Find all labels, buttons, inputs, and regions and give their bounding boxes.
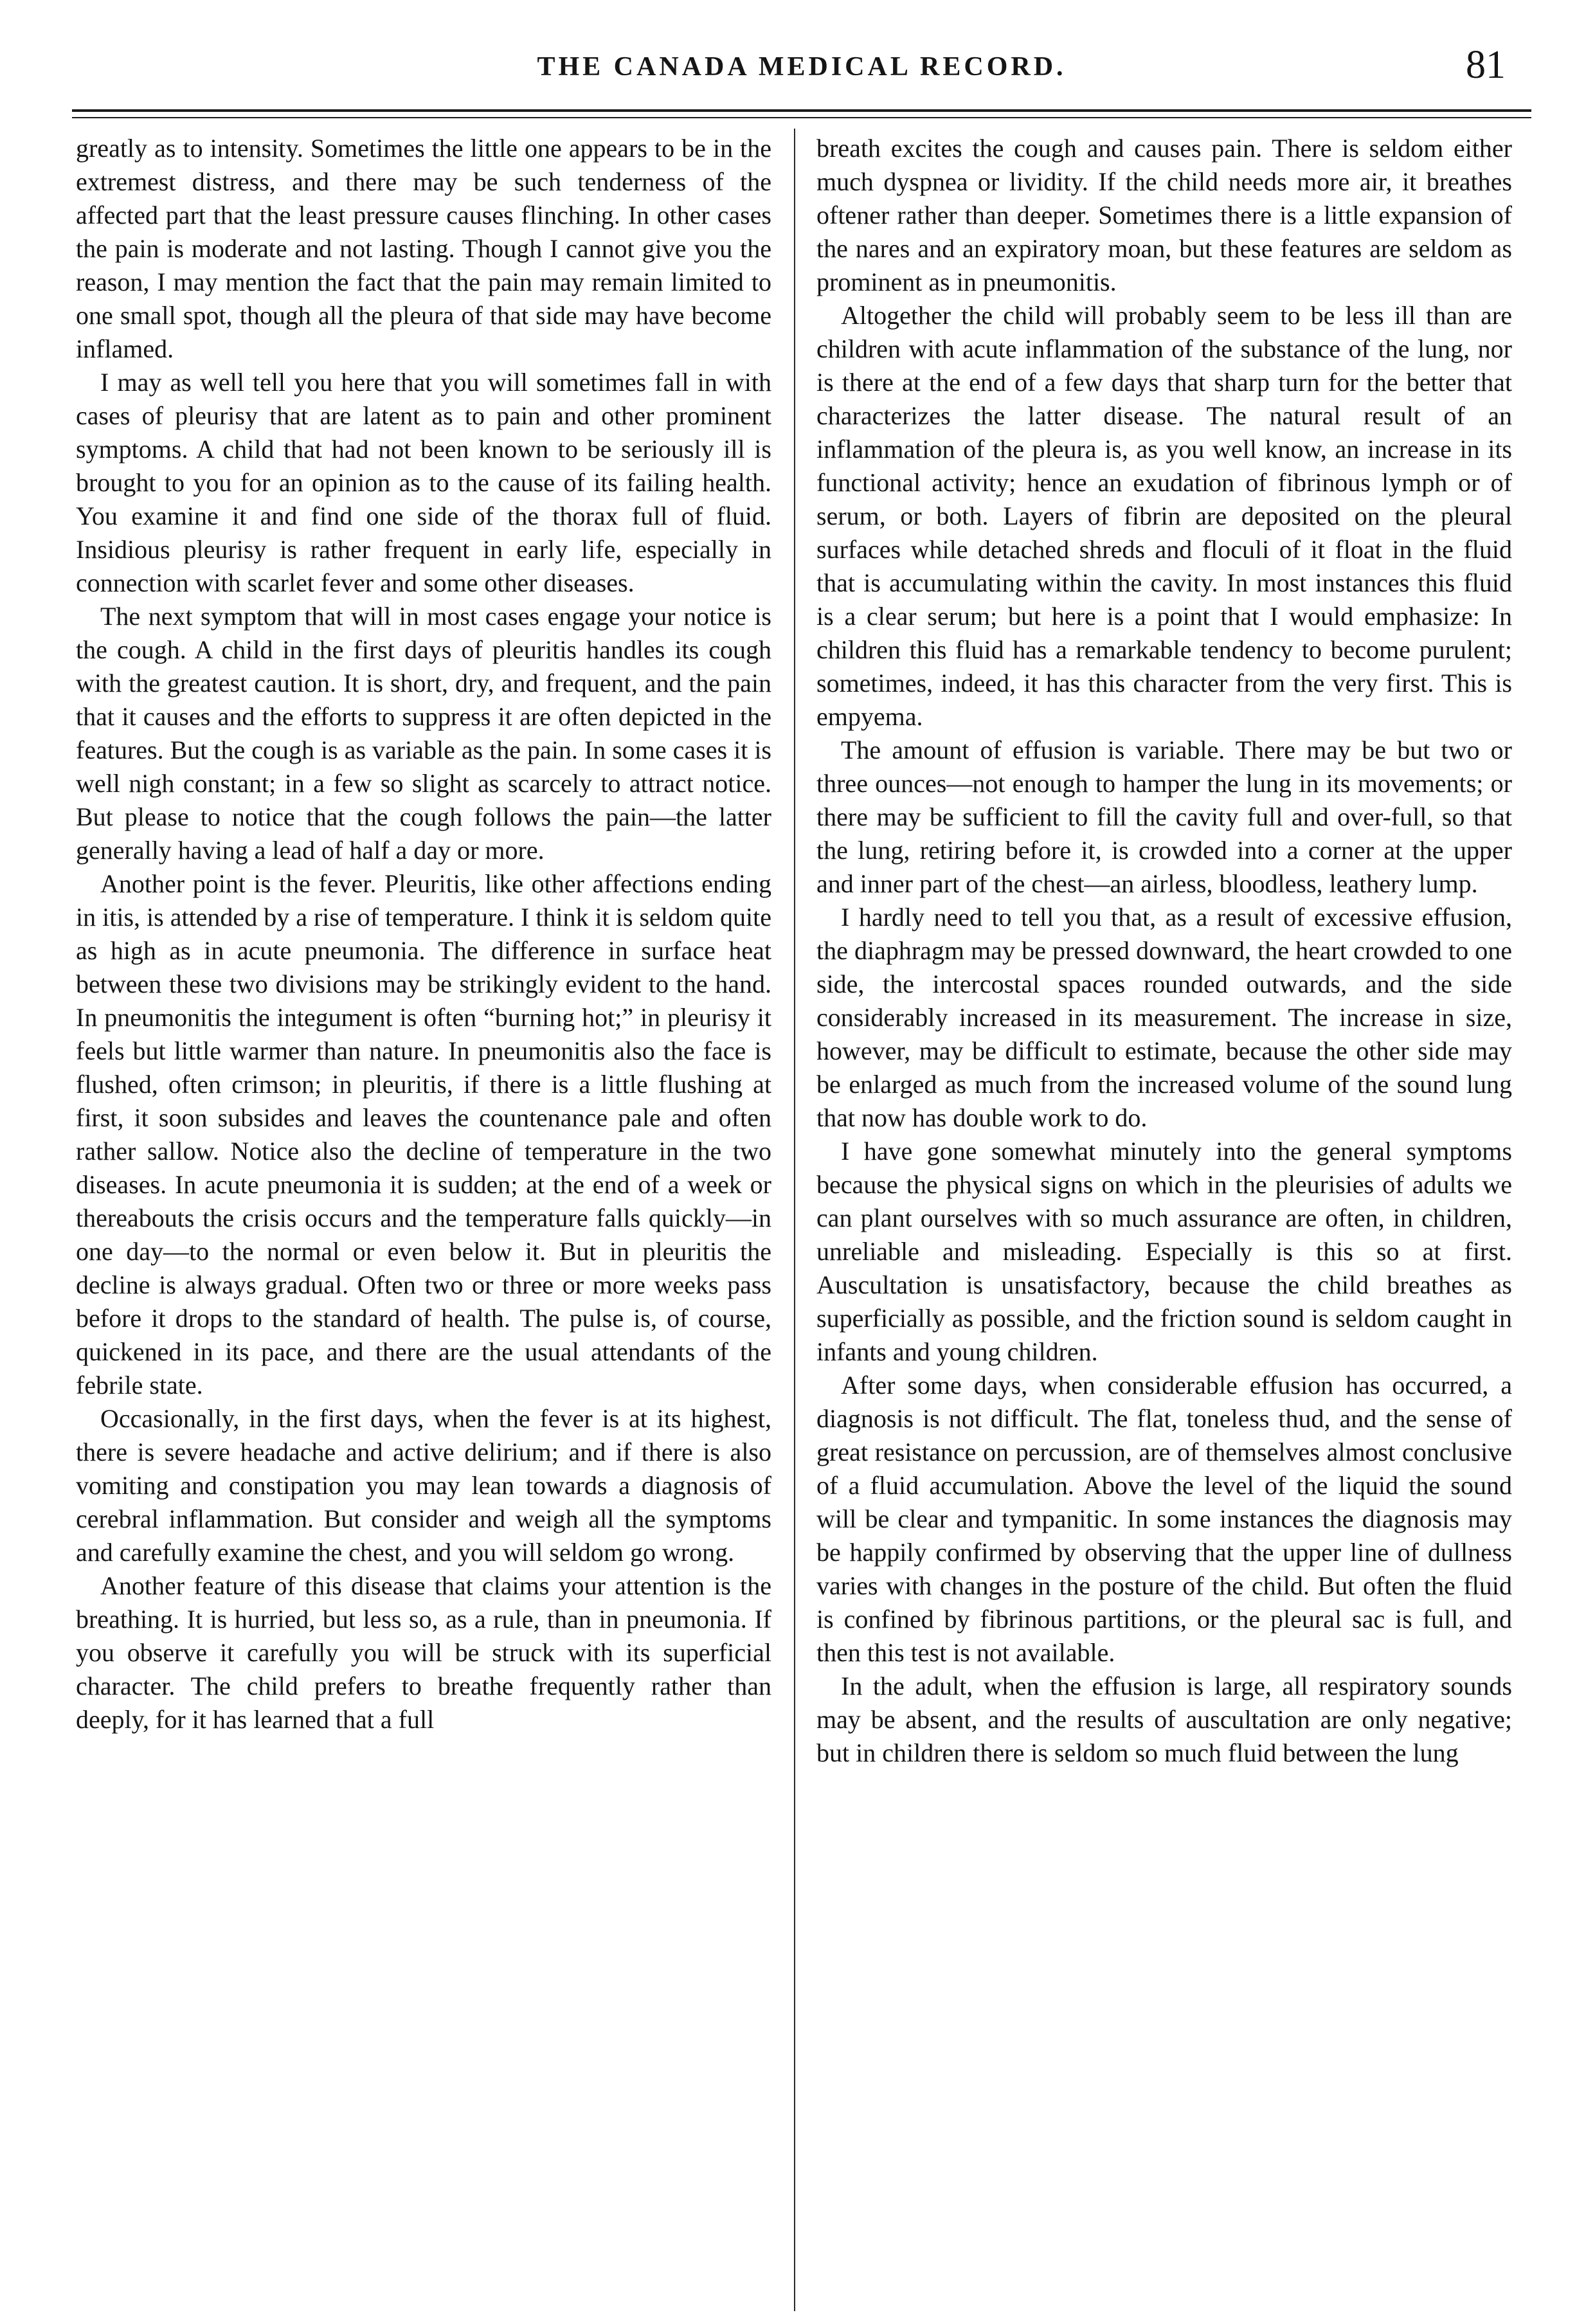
paragraph: I may as well tell you here that you will sometimes fall in with cases of pleurisy that are latent as to pain and other prominent symptoms. A child that had not been known to be seriously ill is brought to you for an opinion as to the cause of its failing health. You examine it and find one side of the thorax full of fluid. Insidious pleurisy is rather frequent in early life, especially in connection with scarlet fever and some other diseases. xyxy=(76,368,771,597)
right-column xyxy=(816,132,1512,2311)
paragraph: After some days, when considerable effusion has occurred, a diagnosis is not difficult. The flat, toneless thud, and the sense of great resistance on percussion, are of themselves almost conclusive of a fluid accumulation. Above the level of the liquid the sound will be clear and tympanitic. In some instances the diagnosis may be happily confirmed by observing that the upper line of dullness varies with changes in the posture of the child. But often the fluid is confined by fibrinous partitions, or the pleural sac is full, and then this test is not available. xyxy=(816,1371,1512,1667)
paragraph: greatly as to intensity. Sometimes the little one appears to be in the extremest distress, and there may be such tenderness of the affected part that the least pressure causes flinching. In other cases the pain is moderate and not lasting. Though I cannot give you the reason, I may mention the fact that the pain may remain limited to one small spot, though all the pleura of that side may have become inflamed. xyxy=(76,134,771,363)
page-number: 81 xyxy=(1466,43,1506,87)
left-column xyxy=(76,132,771,2311)
paragraph: I hardly need to tell you that, as a result of excessive effusion, the diaphragm may be pressed downward, the heart crowded to one side, the intercostal spaces rounded outwards, and the side considerably increased in its measurement. The increase in size, however, may be difficult to estimate, because the other side may be enlarged as much from the increased volume of the sound lung that now has double work to do. xyxy=(816,903,1512,1132)
paragraph: Occasionally, in the first days, when the fever is at its highest, there is severe headache and active delirium; and if there is also vomiting and constipation you may lean towards a diagnosis of cerebral inflammation. But consider and weigh all the symptoms and carefully examine the chest, and you will seldom go wrong. xyxy=(76,1404,771,1567)
paragraph: breath excites the cough and causes pain. There is seldom either much dyspnea or lividity. If the child needs more air, it breathes oftener rather than deeper. Sometimes there is a little expansion of the nares and an expiratory moan, but these features are seldom as prominent as in pneumonitis. xyxy=(816,134,1512,296)
paragraph: I have gone somewhat minutely into the general symptoms because the physical signs on which in the pleurisies of adults we can plant ourselves with so much assurance are often, in children, unreliable and misleading. Especially is this so at first. Auscultation is unsatisfactory, because the child breathes as superficially as possible, and the friction sound is seldom caught in infants and young children. xyxy=(816,1137,1512,1366)
header-rule-thick xyxy=(72,109,1531,112)
paragraph: Another feature of this disease that claims your attention is the breathing. It is hurried, but less so, as a rule, than in pneumonia. If you observe it carefully you will be struck with its superficial character. The child prefers to breathe frequently rather than deeply, for it has learned that a full xyxy=(76,1571,771,1734)
paragraph: Altogether the child will probably seem to be less ill than are children with acute inflammation of the substance of the lung, nor is there at the end of a few days that sharp turn for the better that characterizes the latter disease. The natural result of an inflammation of the pleura is, as you well know, an increase in its functional activity; hence an exudation of fibrinous lymph or of serum, or both. Layers of fibrin are deposited on the pleural surfaces while detached shreds and floculi of it float in the fluid that is accumulating within the cavity. In most instances this fluid is a clear serum; but here is a point that I would emphasize: In children this fluid has a remarkable tendency to become purulent; sometimes, indeed, it has this character from the very first. This is empyema. xyxy=(816,301,1512,731)
header-rule-thin xyxy=(72,117,1531,118)
column-divider xyxy=(794,129,795,2311)
paragraph: The amount of effusion is variable. There may be but two or three ounces—not enough to hamper the lung in its movements; or there may be sufficient to fill the cavity full and over-full, so that the lung, retiring before it, is crowded into a corner at the upper and inner part of the chest—an airless, bloodless, leathery lump. xyxy=(816,735,1512,898)
paragraph: Another point is the fever. Pleuritis, like other affections ending in itis, is attended by a rise of temperature. I think it is seldom quite as high as in acute pneumonia. The difference in surface heat between these two divisions may be strikingly evident to the hand. In pneumonitis the integument is often “burning hot;” in pleurisy it feels but little warmer than nature. In pneumonitis also the face is flushed, often crimson; in pleuritis, if there is a little flushing at first, it soon subsides and leaves the countenance pale and often rather sallow. Notice also the decline of temperature in the two diseases. In acute pneumonia it is sudden; at the end of a week or thereabouts the crisis occurs and the temperature falls quickly—in one day—to the normal or even below it. But in pleuritis the decline is always gradual. Often two or three or more weeks pass before it drops to the standard of health. The pulse is, of course, quickened in its pace, and there are the usual attendants of the febrile state. xyxy=(76,869,771,1400)
running-header xyxy=(72,39,1531,96)
paragraph: In the adult, when the effusion is large, all respiratory sounds may be absent, and the results of auscultation are only negative; but in children there is seldom so much fluid between the lung xyxy=(816,1671,1512,1767)
journal-title: THE CANADA MEDICAL RECORD. xyxy=(537,52,1067,82)
paragraph: The next symptom that will in most cases engage your notice is the cough. A child in the first days of pleuritis handles its cough with the greatest caution. It is short, dry, and frequent, and the pain that it causes and the efforts to suppress it are often depicted in the features. But the cough is as variable as the pain. In some cases it is well nigh constant; in a few so slight as scarcely to attract notice. But please to notice that the cough follows the pain—the latter generally having a lead of half a day or more. xyxy=(76,602,771,865)
